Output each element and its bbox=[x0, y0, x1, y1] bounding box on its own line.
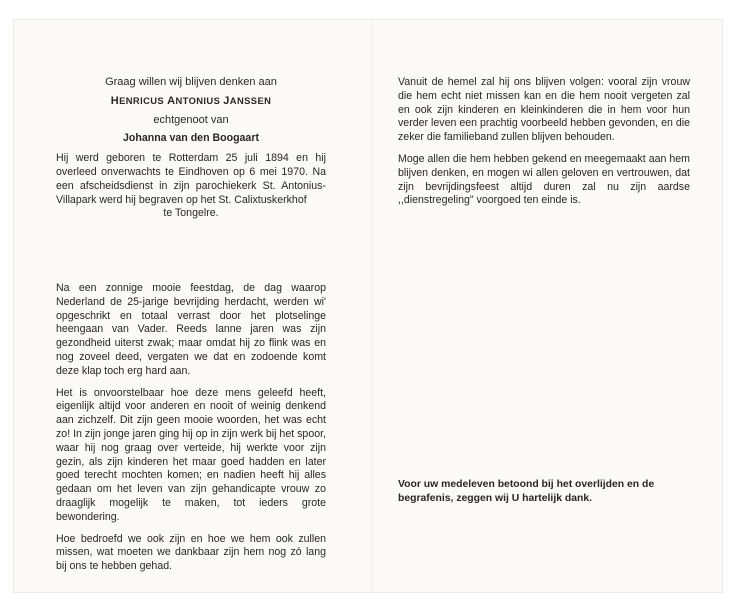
left-paragraph: Hoe bedroefd we ook zijn en hoe we hem ook zullen missen, wat moeten we dankbaar zijn hem nog zó lang bij ons te hebben gehad. bbox=[56, 532, 326, 573]
left-body bbox=[56, 282, 326, 582]
name-rest-1: ENRICUS bbox=[119, 94, 168, 106]
right-paragraph: Moge allen die hem hebben gekend en meegemaakt aan hem blijven denken, en mogen wi allen geloven en vertrouwen, dat zijn bevrijdingsfeest altijd duren zal nu zijn aardse ,,dienstregeling" voorgoed ten einde is. bbox=[398, 152, 690, 207]
right-paragraph: Vanuit de hemel zal hij ons blijven volgen: vooral zijn vrouw die hem echt niet missen kan en die hem nooit vergeten zal en ook zijn kinderen en kleinkinderen die in hem voor hun verder leven een prachtig voorbeeld hebben gevonden, en die zeker die familieband zullen blijven behouden. bbox=[398, 76, 690, 144]
biography: Hij werd geboren te Rotterdam 25 juli 1894 en hij overleed onverwachts te Eindhoven op 6 mei 1970. Na een afscheidsdienst in zijn parochiekerk St. Antonius-Villapark werd hij begraven op het St. Calixtuskerkhof bbox=[56, 152, 326, 206]
deceased-name bbox=[56, 94, 326, 109]
thanks-note: Voor uw medeleven betoond bij het overlijden en de begrafenis, zeggen wij U hartelijk dank. bbox=[398, 479, 655, 504]
card-fold bbox=[371, 20, 372, 592]
left-paragraph: Het is onvoorstelbaar hoe deze mens geleefd heeft, eigenlijk altijd voor anderen en nooit of weinig denkend aan zichzelf. Dit zijn geen mooie woorden, het was echt zo! In zijn jonge jaren ging hij op in zijn werk bij het spoor, waar hij nog graag over verteide, hij werkte voor zijn gezin, als zijn kinderen het maar goed hadden en later goed terecht mochten komen; en nadien heeft hij alles gedaan om het leven van zijn gehandicapte vrouw zo draaglijk mogelijk te maken, tot ieders grote bewondering. bbox=[56, 386, 326, 523]
left-header bbox=[56, 76, 326, 221]
relation-line: echtgenoot van bbox=[153, 113, 229, 126]
name-rest-2: NTONIUS bbox=[175, 94, 224, 106]
burial-place: te Tongelre. bbox=[163, 207, 219, 220]
name-rest-3: ANSSEN bbox=[229, 94, 272, 106]
spouse-name: Johanna van den Boogaart bbox=[123, 132, 259, 145]
name-initial-3: J bbox=[223, 94, 230, 107]
intro-line: Graag willen wij blijven denken aan bbox=[105, 76, 277, 88]
left-paragraph: Na een zonnige mooie feestdag, de dag waarop Nederland de 25-jarige bevrijding herdacht, werden wi' opgeschrikt en totaal verrast door het plotselinge heengaan van Vader. Reeds lanne jaren was zijn gezondheid uiterst zwak; maar omdat hij zo flink was en nog zoveel deed, vergaten we dat en zodoende komt deze klap toch erg hard aan. bbox=[56, 282, 326, 377]
name-initial-2: A bbox=[167, 94, 176, 107]
right-body bbox=[398, 76, 690, 216]
name-initial-1: H bbox=[110, 94, 120, 107]
